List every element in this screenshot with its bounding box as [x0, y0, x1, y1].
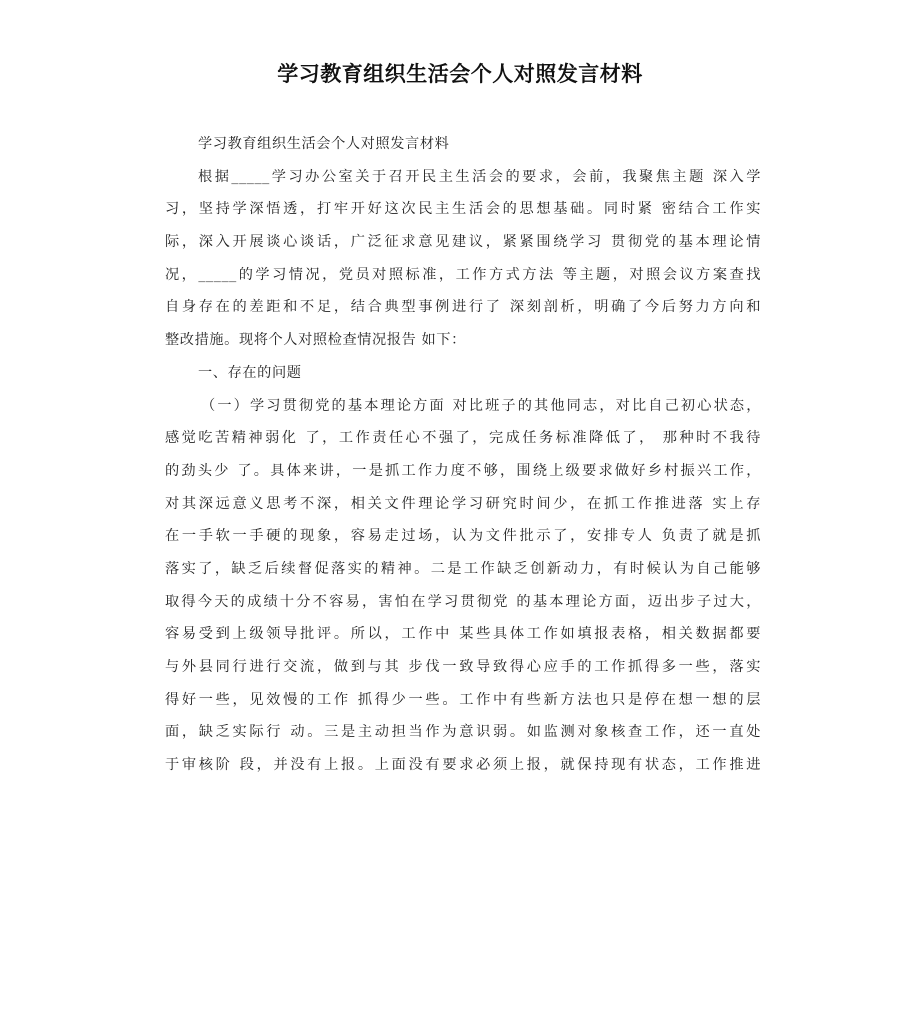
paragraph-line: 况，_____的学习情况，党员对照标准，工作方式方法 等主题，对照会议方案查找	[165, 266, 761, 283]
document-body	[165, 128, 761, 782]
paragraph-line: 面，缺乏实际行 动。三是主动担当作为意识弱。如监测对象核查工作，还一直处	[165, 724, 761, 741]
paragraph-line: 整改措施。现将个人对照检查情况报告 如下：	[165, 332, 466, 349]
paragraph-line: 际，深入开展谈心谈话，广泛征求意见建议，紧紧围绕学习 贯彻党的基本理论情	[165, 234, 761, 251]
paragraph-line: 习，坚持学深悟透，打牢开好这次民主生活会的思想基础。同时紧 密结合工作实	[165, 201, 761, 218]
paragraph-line: 感觉吃苦精神弱化 了，工作责任心不强了，完成任务标准降低了， 那种时不我待	[165, 430, 761, 447]
paragraph-line: 落实了，缺乏后续督促落实的精神。二是工作缺乏创新动力，有时候认为自己能够	[165, 560, 761, 577]
paragraph-line: 根据_____学习办公室关于召开民主生活会的要求，会前，我聚焦主题 深入学	[198, 168, 761, 185]
paragraph-line: 取得今天的成绩十分不容易，害怕在学习贯彻党 的基本理论方面，迈出步子过大，	[165, 593, 761, 610]
section-heading: 一、存在的问题	[198, 364, 302, 381]
paragraph-line: 得好一些，见效慢的工作 抓得少一些。工作中有些新方法也只是停在想一想的层	[165, 691, 761, 708]
paragraph-line: 容易受到上级领导批评。所以，工作中 某些具体工作如填报表格，相关数据都要	[165, 626, 761, 643]
paragraph-line: （一）学习贯彻党的基本理论方面 对比班子的其他同志，对比自己初心状态，	[201, 397, 761, 414]
paragraph-line: 的劲头少 了。具体来讲，一是抓工作力度不够，围绕上级要求做好乡村振兴工作，	[165, 462, 761, 479]
subtitle-line: 学习教育组织生活会个人对照发言材料	[198, 136, 450, 152]
paragraph-line: 在一手软一手硬的现象，容易走过场，认为文件批示了，安排专人 负责了就是抓	[165, 528, 761, 545]
paragraph-line: 于审核阶 段，并没有上报。上面没有要求必须上报，就保持现有状态，工作推进	[165, 757, 761, 774]
document-title: 学习教育组织生活会个人对照发言材料	[277, 62, 643, 86]
paragraph-line: 自身存在的差距和不足，结合典型事例进行了 深刻剖析，明确了今后努力方向和	[165, 299, 761, 316]
paragraph-line: 对其深远意义思考不深，相关文件理论学习研究时间少，在抓工作推进落 实上存	[165, 495, 761, 512]
paragraph-line: 与外县同行进行交流，做到与其 步伐一致导致得心应手的工作抓得多一些，落实	[165, 659, 761, 675]
